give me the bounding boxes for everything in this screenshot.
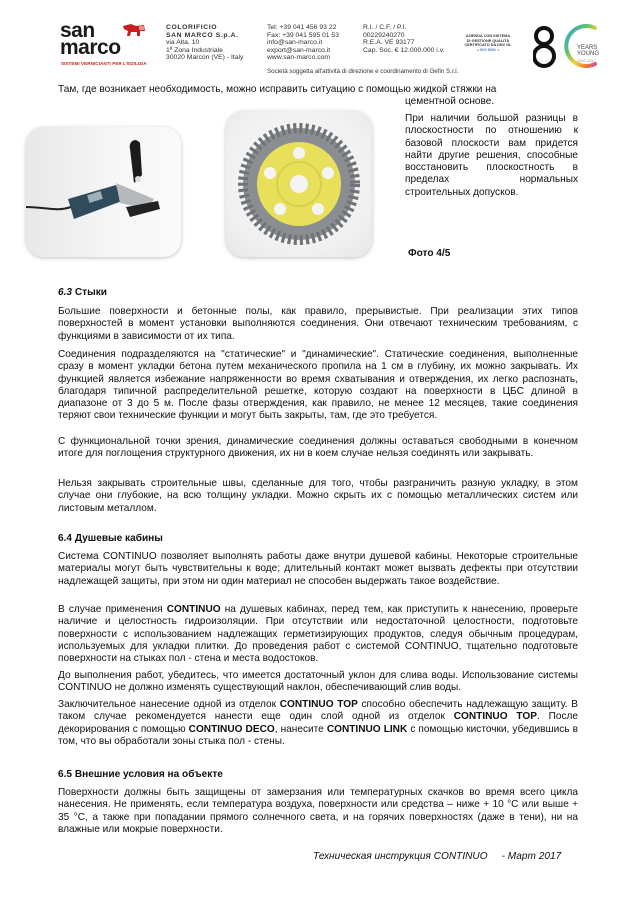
company-address [166,24,243,62]
paragraph: Большие поверхности и бетонные полы, как правило, прерывистые. При реализации этих типов поверхностей в момент установки выполняются соединения. Они отвечают техническим требованиям, с функциями в зависимости от их типа. [58,306,578,342]
anniversary-80-icon [533,22,611,70]
side-paragraph: При наличии большой разницы в плоскостности по отношению к базовой плоскости вам придется найти другие решения, способные восстановить плоскостность в пределах нормальных строительных допусков. [405,113,578,198]
anniversary-years: 1937-2017 [577,58,597,63]
cert-iso: = ISO 9001 = [476,47,500,52]
logo-word-san: san [60,19,95,42]
paragraph: Соединения подразделяются на "статические" и "динамические". Статические соединения, выполненные сразу в момент укладки бетона путем механического пропила на 1 см в глубину, их можно закрывать. Их функцией является избежание напряженности во время схватывания и отверждения, их легко распознать, благодаря типичной распределительной решетке, которую создают на поверхности в ЦБС длиной в диапазоне от 3 до 5 м. После фазы отверждения, как правило, не менее 12 месяцев, такие соединения теряют свои технические функции и могут быть закрыты, там, где это требуется. [58,349,578,422]
text-run: на душевых кабинах, перед тем, как приступить к нанесению, проверьте наличие и целостность гидроизоляции. При отсутствии или недостаточной целостности, подготовьте поверхности с использованием надлежащих герметизирующих продуктов, следуя обычным процедурам, используемых для укладки плитки. До проведения работ с системой CONTINUO, тщательно подготовьте поверхности на стыках пол - стена и места водостоков. [58,604,578,665]
product-name: CONTINUO TOP [453,711,537,723]
footer-date: - Март 2017 [501,851,562,862]
intro-line-continued: цементной основе. [405,96,495,107]
email-info[interactable]: info@san-marco.it [267,39,323,47]
footer-doc-title: Техническая инструкция CONTINUO [313,851,488,862]
paragraph: С функциональной точки зрения, динамические соединения должны оставаться свободными в конечном итоге для поглощения структурного движения, их ни в коем случае нельзя соединять или закрывать. [58,436,578,460]
quality-certification-badge [458,34,518,52]
address-city: 30020 Marcon (VE) - Italy [166,54,244,62]
winged-lion-icon [122,23,146,37]
text-run: способно обеспечить надлежащую защиту. В таком случае рекомендуется нанести еще один слой одной из отделок [58,699,578,723]
paragraph: Поверхности должны быть защищены от замерзания или температурных скачков во время всего цикла нанесения. Не применять, если температура воздуха, поверхности или средства – ниже + 10 °C или выше + 35 °C, а также при попадании прямого солнечного света, и на горячих поверхностях (даже в тени), ни на влажные или мокрые поверхности. [58,787,578,835]
grinder-image [26,127,181,257]
paragraph [58,604,578,665]
section-heading-6-3 [58,287,107,298]
section-heading-6-4 [58,533,163,544]
phone-number: Tel: +39 041 456 93 22 [267,24,337,31]
page-footer [313,851,561,862]
website-link[interactable]: www.san-marco.com [267,54,331,62]
subsidiary-note: Società soggetta all'attività di direzione e coordinamento di Gefin S.r.l. [267,68,459,75]
san-marco-logo [60,19,150,68]
logo-word-marco: marco [60,36,121,59]
text-run: . После декорирования с помощью [58,711,579,735]
product-name: CONTINUO TOP [279,699,358,710]
photo-diamond-cup-wheel [226,111,372,257]
address-zone: 1ª Zona Industriale [166,46,223,54]
young-label: YOUNG [577,51,600,57]
section-heading-6-5 [58,769,223,780]
registry-label: R.I. / C.F. / P.I. [363,24,407,31]
section-title: Душевые кабины [74,533,163,544]
years-label: YEARS [577,45,598,51]
cert-line: CERTIFICATO DA DNV GL [464,43,512,48]
letterhead [0,0,636,84]
photo-caption: Фото 4/5 [408,248,451,259]
company-registry [363,24,445,54]
section-title: Стыки [74,287,107,298]
cup-wheel-image [226,111,372,257]
text-run: с помощью кисточки, убедившись в том, что вы обработали зоны стыка пол - стены. [58,723,578,747]
fax-number: Fax: +39 041 595 01 53 [267,31,339,39]
section-number: 6.4 [58,533,73,544]
email-export[interactable]: export@san-marco.it [267,46,331,54]
paragraph [58,699,578,748]
text-run: В случае применения [58,604,167,615]
registry-number: 00229240270 [363,31,405,39]
anniversary-text [577,45,599,57]
text-run: , нанесите [274,723,327,735]
anniversary-80-years-logo [533,22,611,70]
company-line: COLORIFICIO [166,24,218,31]
section-title: Внешние условия на объекте [74,769,223,780]
photo-floor-grinder [26,127,181,257]
product-name: CONTINUO [166,604,221,615]
section-number: 6.5 [58,769,73,780]
paragraph: Нельзя закрывать строительные швы, сделанные для того, чтобы разграничить разную укладку, в этом случае они глубокие, на всю толщину укладки. Можно скрыть их с помощью металлических систем или листовым металлом. [58,478,578,514]
product-name: CONTINUO DECO [188,723,275,735]
section-number: 6.3 [58,287,73,298]
text-run: Заключительное нанесение одной из отделок [58,699,280,710]
company-name: SAN MARCO S.p.A. [166,31,239,39]
paragraph: Система CONTINUO позволяет выполнять работы даже внутри душевой кабины. Некоторые строительные материалы могут быть чувствительны к воде; длительный контакт может вызвать дефекты при отсутствии надлежащей защиты, при этом ни один материал не способен выдержать такое воздействие. [58,551,578,587]
cert-line: DI GESTIONE QUALITÀ [466,38,510,43]
share-capital: Cap. Soc. € 12.000.000 i.v. [363,46,445,54]
logo-tagline: SISTEMI VERNICIANTI PER L'EDILIZIA [61,61,147,66]
product-name: CONTINUO LINK [326,723,408,735]
address-street: via Alta, 10 [166,39,200,47]
intro-line: Там, где возникает необходимость, можно исправить ситуацию с помощью жидкой стяжки на [58,84,497,95]
company-contacts [267,24,339,62]
rea-number: R.E.A. VE 93177 [363,39,415,47]
cert-line: AZIENDA CON SISTEMA [465,34,511,38]
paragraph: До выполнения работ, убедитесь, что имеется достаточный уклон для слива воды. Использование системы CONTINUO не должно изменять существующий наклон, обеспечивающий слив воды. [58,670,578,694]
